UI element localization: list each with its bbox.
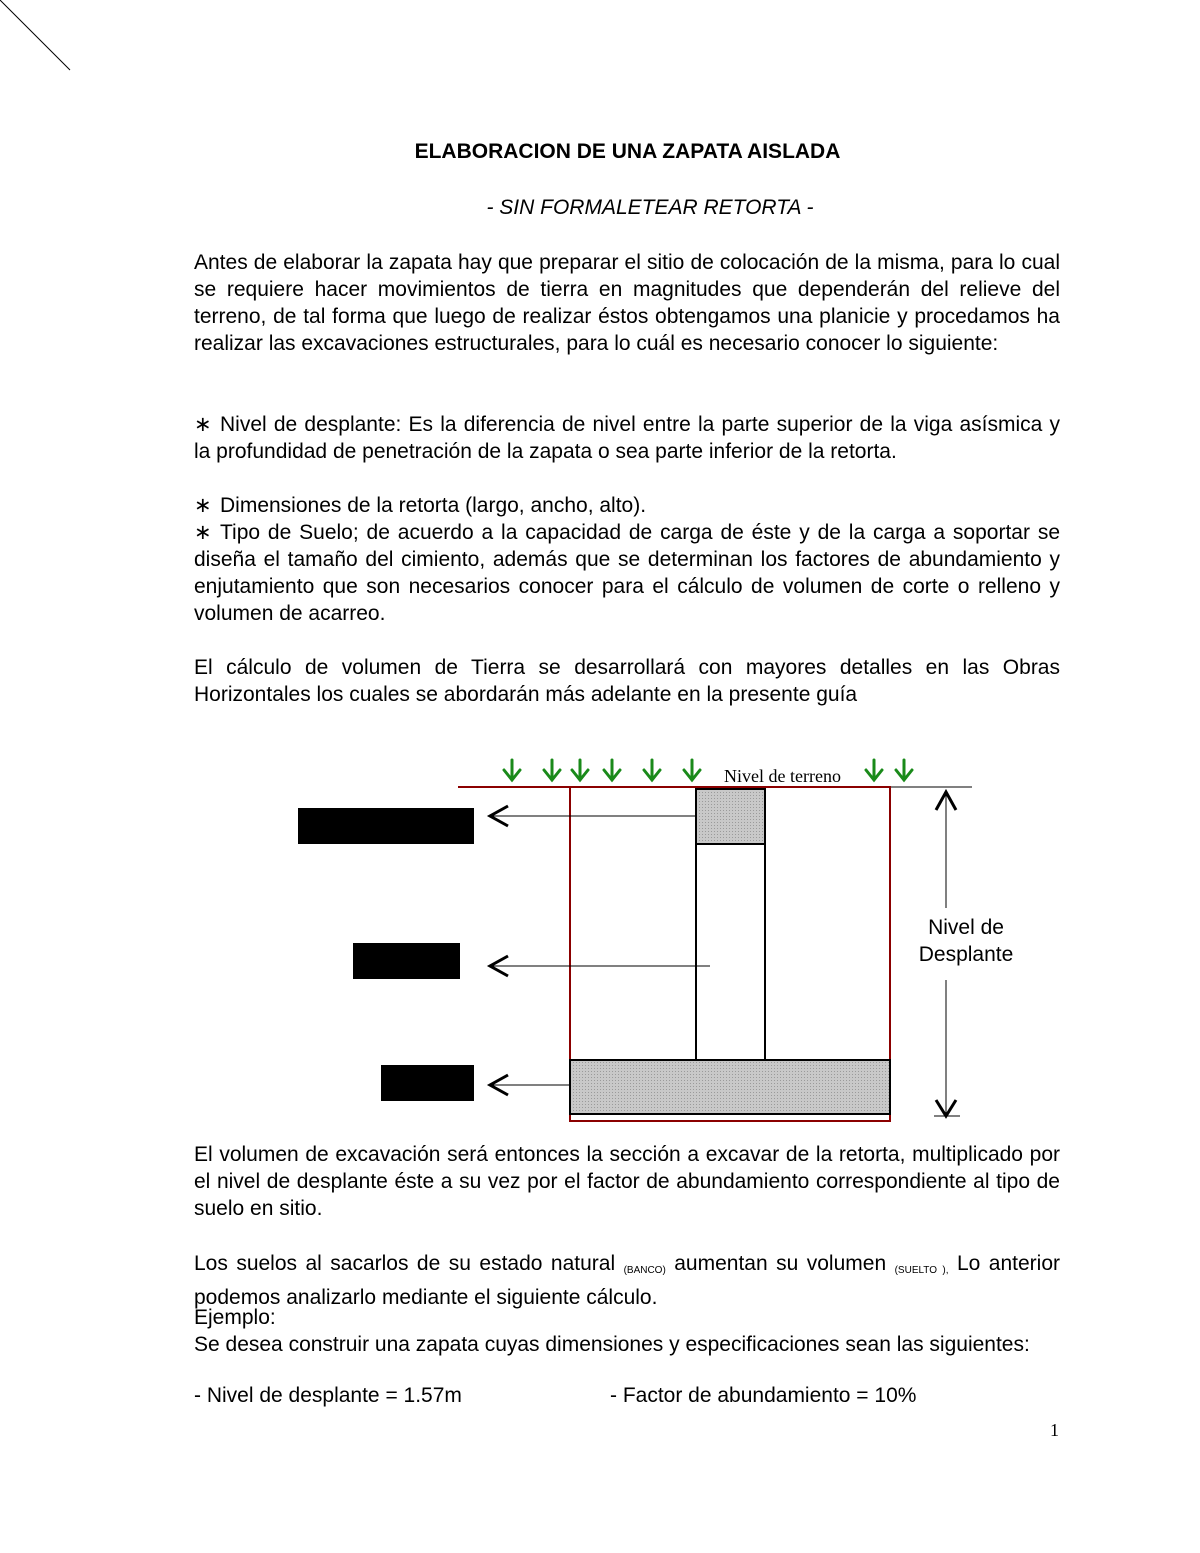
soils-text-1: Los suelos al sacarlos de su estado natural xyxy=(194,1252,624,1275)
bullet-text: Tipo de Suelo; de acuerdo a la capacidad de carga de éste y de la carga a soportar se diseña el tamaño del cimiento, además que se determinan los factores de abundamiento y enjutamiento que son necesarios conocer para el cálculo de volumen de corte o relleno y volumen de acarreo. xyxy=(194,521,1060,625)
banco-subscript: (BANCO) xyxy=(623,1265,666,1276)
grass-icon xyxy=(866,760,882,780)
bullet-item-1 xyxy=(194,411,1060,465)
corner-fold-line xyxy=(0,0,80,80)
page-title: ELABORACION DE UNA ZAPATA AISLADA xyxy=(414,140,841,163)
redacted-label-beam xyxy=(298,808,474,844)
depth-label-line2: Desplante xyxy=(918,943,1014,966)
page-number: 1 xyxy=(1050,1420,1059,1440)
footing-diagram xyxy=(0,750,1200,1150)
redacted-label-footing xyxy=(381,1065,474,1101)
spec-abundamiento: - Factor de abundamiento = 10% xyxy=(610,1384,917,1407)
bullet-symbol: ∗ xyxy=(194,413,212,436)
bullet-text: Nivel de desplante: Es la diferencia de nivel entre la parte superior de la viga asísmica y la profundidad de penetración de la zapata o sea parte inferior de la retorta. xyxy=(194,413,1060,463)
intro-paragraph: Antes de elaborar la zapata hay que preparar el sitio de colocación de la misma, para lo cual se requiere hacer movimientos de tierra en magnitudes que dependerán del relieve del terreno, de tal forma que luego de realizar éstos obtengamos una planicie y procedamos ha realizar las excavaciones estructurales, para lo cuál es necesario conocer lo siguiente: xyxy=(194,251,1060,355)
bullet-item-2 xyxy=(194,492,1060,519)
footing-slab xyxy=(570,1060,890,1114)
soils-text-2: aumentan su volumen xyxy=(665,1252,895,1275)
grass-icon xyxy=(572,760,588,780)
ground-level-label: Nivel de terreno xyxy=(724,766,841,786)
bullet-item-3 xyxy=(194,519,1060,627)
depth-label-line1: Nivel de xyxy=(928,916,1004,939)
bullet-symbol: ∗ xyxy=(194,521,212,544)
example-label: Ejemplo: xyxy=(194,1306,276,1329)
grass-icon xyxy=(544,760,560,780)
grass-icon xyxy=(604,760,620,780)
grass-icon xyxy=(644,760,660,780)
beam-section xyxy=(696,789,765,844)
column-body xyxy=(696,844,765,1060)
soils-text-3: Lo anterior podemos analizarlo mediante el siguiente cálculo. xyxy=(194,1252,1061,1309)
calc-note-paragraph: El cálculo de volumen de Tierra se desarrollará con mayores detalles en las Obras Horizontales los cuales se abordarán más adelante en la presente guía xyxy=(194,656,1060,706)
grass-icon xyxy=(896,760,912,780)
grass-icon xyxy=(684,760,700,780)
bullet-text: Dimensiones de la retorta (largo, ancho, alto). xyxy=(220,494,647,517)
suelto-subscript: (SUELTO ), xyxy=(894,1265,949,1276)
bullet-symbol: ∗ xyxy=(194,494,212,517)
page-subtitle: - SIN FORMALETEAR RETORTA - xyxy=(486,196,814,219)
grass-icon xyxy=(504,760,520,780)
volume-paragraph: El volumen de excavación será entonces la sección a excavar de la retorta, multiplicado por el nivel de desplante éste a su vez por el factor de abundamiento correspondiente al tipo de suelo en sitio. xyxy=(194,1143,1060,1220)
redacted-label-column xyxy=(353,943,460,979)
soils-paragraph xyxy=(194,1250,1060,1311)
example-paragraph: Se desea construir una zapata cuyas dimensiones y especificaciones sean las siguientes: xyxy=(194,1333,1030,1356)
spec-desplante: - Nivel de desplante = 1.57m xyxy=(194,1384,462,1407)
